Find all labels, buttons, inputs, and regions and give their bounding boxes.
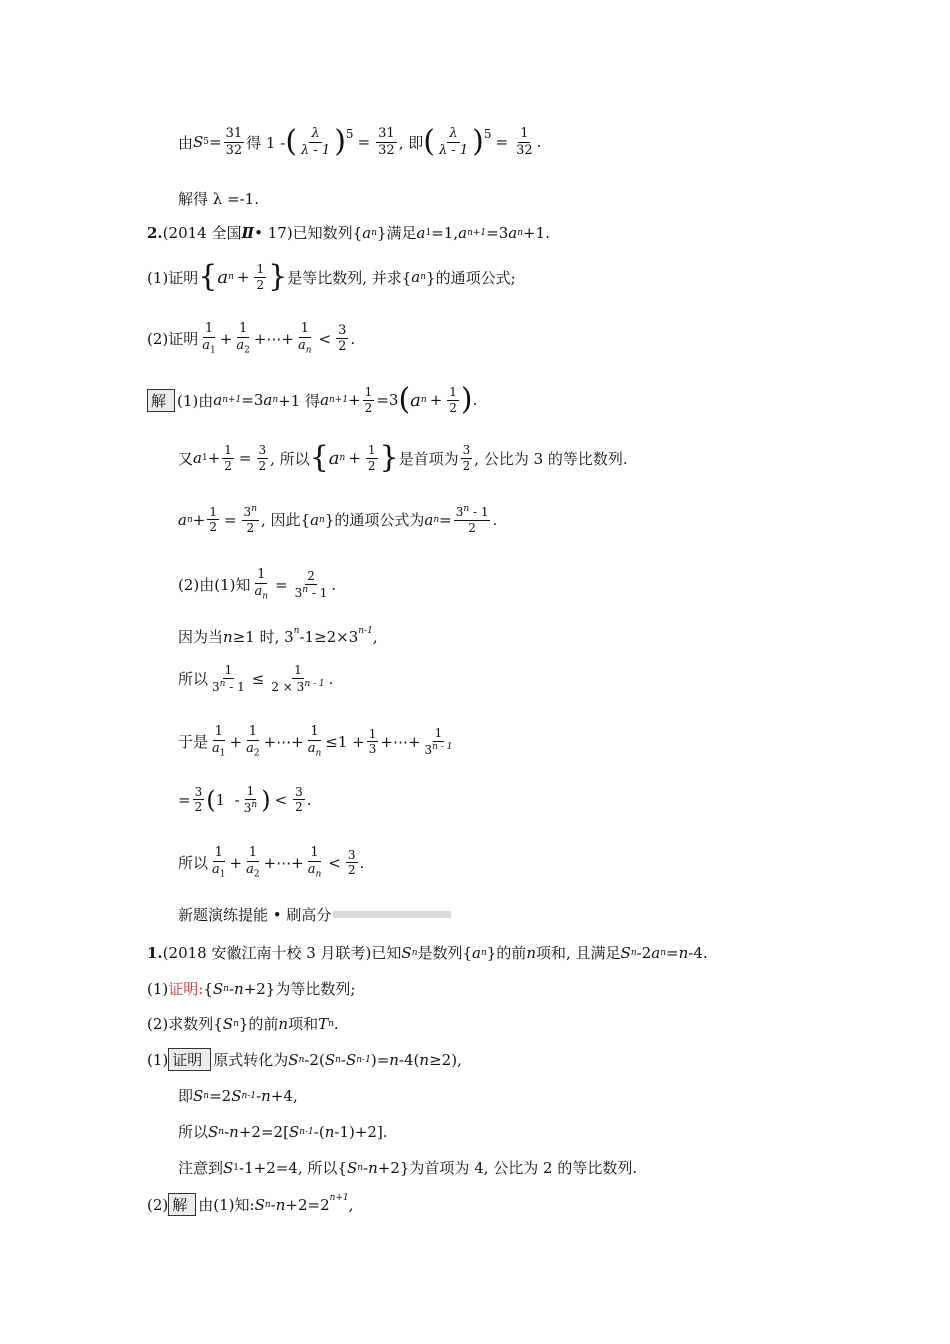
text: + xyxy=(219,329,233,348)
text: )= xyxy=(370,1050,390,1069)
sub: n xyxy=(630,947,637,958)
fraction: $\frac{1}{32}$ xyxy=(516,126,533,158)
fraction: $\frac{3}{2}$ xyxy=(347,847,356,878)
var: n xyxy=(223,627,233,646)
text: (2)证明 xyxy=(147,330,199,349)
fraction: $\frac{3^n}{2}$ xyxy=(243,504,257,535)
fraction: $\frac{1}{2}$ xyxy=(209,504,217,535)
new-solution-step-5 xyxy=(147,1193,354,1216)
solution-label: 解 xyxy=(168,1193,196,1216)
fraction: $\frac{1}{3}$ xyxy=(368,726,377,757)
var: a xyxy=(213,391,223,409)
solution-label: 解 xyxy=(147,389,175,412)
text: }的通项公式; xyxy=(426,268,516,287)
var: T xyxy=(318,1014,329,1033)
text: 解得 λ =-1. xyxy=(178,190,259,208)
text: , xyxy=(372,627,378,646)
text: 由 xyxy=(178,133,194,152)
problem-number: 1. xyxy=(147,943,163,962)
text: + xyxy=(429,391,443,409)
text: - xyxy=(340,1050,346,1069)
text: Ⅱ xyxy=(241,223,255,242)
text: -1)+2]. xyxy=(334,1122,388,1141)
text: +1 得 xyxy=(278,391,321,410)
var: a xyxy=(424,510,434,529)
exponent: n+1 xyxy=(329,1193,349,1203)
sub: n xyxy=(272,395,279,405)
text: , 所以 xyxy=(270,449,310,468)
text: -2( xyxy=(304,1050,325,1069)
text: 项和, 且满足 xyxy=(536,944,621,962)
sub: n xyxy=(660,947,666,958)
var: a xyxy=(328,447,340,469)
fraction: $\frac{1}{a_1}$ xyxy=(212,845,226,880)
var: a xyxy=(320,391,330,409)
sub: n+1 xyxy=(467,227,487,238)
fraction: $\frac{1}{a_2}$ xyxy=(246,724,260,759)
text: +4, xyxy=(270,1086,298,1105)
section-bar xyxy=(333,911,451,918)
text: =3 xyxy=(486,223,509,242)
text: < xyxy=(318,329,332,348)
brace: { xyxy=(198,259,218,294)
text: ≥2), xyxy=(429,1050,462,1069)
text: 是首项为 xyxy=(398,449,459,468)
text: + xyxy=(229,732,243,751)
text: 因为当 xyxy=(178,628,224,646)
text: 注意到 xyxy=(178,1159,224,1177)
text: = xyxy=(495,133,509,152)
text: }的前 xyxy=(486,944,527,962)
text: (1) xyxy=(147,1050,169,1069)
fraction: $\frac{\lambda}{\lambda - 1}$ xyxy=(438,126,469,158)
var: S xyxy=(345,1050,357,1069)
sub: n-1 xyxy=(241,1090,257,1101)
text: -1+2=4, 所以{ xyxy=(239,1159,347,1177)
text: 所以 xyxy=(178,854,209,873)
var: S xyxy=(193,1086,204,1105)
var: n xyxy=(234,979,244,998)
fraction: $\frac{1}{2}$ xyxy=(367,442,376,473)
text: 于是 xyxy=(178,733,209,752)
text: (1) xyxy=(147,979,169,998)
text: . xyxy=(536,133,542,152)
red-label: 证明: xyxy=(168,980,204,998)
fraction: $\frac{1}{2}$ xyxy=(449,384,457,415)
fraction: $\frac{1}{a_1}$ xyxy=(202,321,216,356)
var: a xyxy=(508,223,518,242)
text: }满足 xyxy=(376,224,417,242)
var: n xyxy=(278,1014,289,1033)
fraction: $\frac{1}{a_2}$ xyxy=(236,321,250,356)
sub: n xyxy=(411,947,418,958)
solution-step-3 xyxy=(178,505,497,534)
text: + xyxy=(348,449,361,467)
sub: n xyxy=(335,1054,341,1065)
sub: n xyxy=(186,514,193,525)
text: 又 xyxy=(178,449,194,468)
var: S xyxy=(324,1050,336,1069)
text: +⋯+ xyxy=(253,329,294,348)
text: = xyxy=(666,943,679,962)
text: . xyxy=(359,853,365,872)
text: (2018 安徽江南十校 3 月联考)已知 xyxy=(162,944,402,962)
text: 项和 xyxy=(288,1015,319,1033)
solution-step-9 xyxy=(178,846,364,880)
text: 1 - xyxy=(215,790,240,809)
fraction: $\frac{3}{2}$ xyxy=(295,784,303,815)
solution-step-5 xyxy=(178,626,378,647)
fraction: $\frac{1}{a_2}$ xyxy=(246,845,260,880)
fraction: $\frac{1}{2}$ xyxy=(364,384,373,415)
text: + xyxy=(236,268,250,286)
text: = xyxy=(209,133,222,152)
text: +⋯+ xyxy=(380,732,421,751)
sub: n-1 xyxy=(356,1054,371,1065)
fraction: $\frac{31}{32}$ xyxy=(378,126,395,158)
fraction: $\frac{\lambda}{\lambda - 1}$ xyxy=(301,126,331,158)
fraction: $\frac{1}{2}$ xyxy=(256,261,265,292)
fraction: $\frac{1}{a_n}$ xyxy=(297,321,312,356)
var: n xyxy=(419,1050,430,1069)
paren: ( xyxy=(206,785,216,814)
text: }的通项公式为 xyxy=(324,511,425,530)
text: . xyxy=(333,1014,339,1033)
sub: n xyxy=(420,272,427,282)
new-problem-1-part2 xyxy=(147,1013,339,1034)
brace: } xyxy=(268,259,288,294)
text: 是数列{ xyxy=(417,944,473,962)
paren: ) xyxy=(261,785,271,814)
text: (1)由 xyxy=(177,391,214,410)
text: -4. xyxy=(688,943,708,962)
var: S xyxy=(208,1122,219,1141)
fraction: $\frac{2}{3^n - 1}$ xyxy=(294,569,328,600)
brace: { xyxy=(309,440,329,475)
solution-step-4 xyxy=(178,568,336,602)
sub: n+1 xyxy=(222,395,242,405)
text: +⋯+ xyxy=(263,853,304,872)
text: - xyxy=(270,1195,276,1214)
var: a xyxy=(193,449,202,467)
text: (2014 全国 xyxy=(162,224,242,242)
new-solution-step-4 xyxy=(178,1157,637,1178)
new-solution-step-2 xyxy=(178,1085,298,1106)
fraction: $\frac{3}{2}$ xyxy=(194,784,203,815)
exponent: 5 xyxy=(483,127,492,141)
proof-label: 证明 xyxy=(168,1048,211,1071)
var: n xyxy=(324,1122,335,1141)
paren: ( xyxy=(398,382,411,417)
var: S xyxy=(254,1195,265,1214)
line-lambda-solution xyxy=(178,188,259,209)
var: a xyxy=(411,268,421,286)
var: a xyxy=(416,223,426,242)
text: - xyxy=(228,979,235,998)
paren: ) xyxy=(460,382,473,417)
new-problem-1-part1 xyxy=(147,978,355,999)
text: + xyxy=(229,853,243,872)
fraction: $\frac{1}{a_1}$ xyxy=(212,724,226,759)
text: 原式转化为 xyxy=(213,1051,289,1069)
var: n xyxy=(526,943,536,962)
fraction: $\frac{3}{2}$ xyxy=(258,442,267,473)
text: 得 1 - xyxy=(246,133,286,152)
problem-2-statement xyxy=(147,222,550,243)
sub: n xyxy=(203,1090,210,1101)
var: n xyxy=(261,1086,271,1105)
fraction: $\frac{1}{2}$ xyxy=(224,442,232,473)
section-title: 新题演练提能 • 刷高分 xyxy=(178,906,332,924)
text: = xyxy=(223,510,237,529)
sub: n xyxy=(517,227,524,238)
solution-step-1 xyxy=(147,382,478,417)
new-solution-step-3 xyxy=(178,1121,388,1142)
sub: 1 xyxy=(233,1162,240,1173)
text: =1, xyxy=(431,223,459,242)
fraction: $\frac{1}{a_n}$ xyxy=(254,567,269,602)
text: +2=2[ xyxy=(238,1122,289,1141)
exponent: n xyxy=(293,626,300,636)
var: S xyxy=(193,133,204,152)
new-problem-1 xyxy=(147,942,708,963)
var: S xyxy=(288,1122,300,1141)
paren: ( xyxy=(423,124,435,160)
var: a xyxy=(217,266,229,288)
solution-step-6 xyxy=(178,664,333,693)
sub: n xyxy=(319,514,325,525)
text: (2)由(1)知 xyxy=(178,576,251,595)
text: < xyxy=(328,853,341,872)
text: - xyxy=(224,1122,230,1141)
var: S xyxy=(223,1158,234,1177)
var: S xyxy=(288,1050,299,1069)
text: . xyxy=(350,329,356,348)
fraction: $\frac{1}{3^{n - 1}}$ xyxy=(424,726,453,757)
fraction: $\frac{3^n - 1}{2}$ xyxy=(455,504,489,535)
text: + xyxy=(348,391,361,409)
text: + xyxy=(192,510,206,529)
text: ≤ xyxy=(251,669,265,688)
text: =2 xyxy=(209,1086,232,1105)
text: }的前 xyxy=(238,1015,279,1033)
sub: n xyxy=(328,1018,334,1029)
text: =3 xyxy=(241,391,264,409)
fraction: $\frac{1}{2 \times 3^{n - 1}}$ xyxy=(271,663,325,694)
fraction: $\frac{1}{a_n}$ xyxy=(307,724,322,759)
sub: n xyxy=(480,947,487,958)
var: n xyxy=(275,1195,286,1214)
text: = xyxy=(238,449,252,467)
text: = xyxy=(357,133,371,152)
fraction: $\frac{1}{3^n - 1}$ xyxy=(212,663,245,694)
text: • 17)已知数列{ xyxy=(254,224,363,242)
text: < xyxy=(274,790,288,809)
text: + xyxy=(207,449,221,467)
var: S xyxy=(401,943,412,962)
var: a xyxy=(472,943,481,962)
sub: n xyxy=(233,1018,239,1029)
paren: ) xyxy=(472,124,484,160)
sub: 5 xyxy=(203,137,210,148)
paren: ( xyxy=(285,124,298,160)
text: -4( xyxy=(398,1050,420,1069)
var: S xyxy=(231,1086,242,1105)
text: -2 xyxy=(636,943,652,962)
var: a xyxy=(178,510,187,529)
text: +2}为等比数列; xyxy=(243,980,356,998)
section-heading xyxy=(178,904,451,925)
sub: n xyxy=(218,1126,225,1137)
text: +2=2 xyxy=(285,1195,330,1214)
sub: n xyxy=(223,983,229,994)
exponent: 5 xyxy=(345,127,354,141)
sub: 1 xyxy=(201,453,208,463)
text: = xyxy=(439,510,452,529)
var: S xyxy=(222,1014,234,1033)
problem-2-part1 xyxy=(147,259,516,294)
new-solution-step-1 xyxy=(147,1048,462,1071)
fraction: $\frac{3}{2}$ xyxy=(338,322,347,355)
sub: 1 xyxy=(425,227,432,238)
text: 是等比数列, 并求{ xyxy=(287,268,412,287)
var: n xyxy=(229,1122,239,1141)
text: , 公比为 3 的等比数列. xyxy=(474,449,628,468)
paren: ) xyxy=(334,124,346,160)
var: a xyxy=(263,391,273,409)
var: S xyxy=(620,943,631,962)
text: . xyxy=(472,391,478,409)
text: 即 xyxy=(178,1087,194,1105)
text: - xyxy=(256,1086,262,1105)
var: a xyxy=(410,389,421,411)
sub: n xyxy=(357,1162,364,1173)
var: a xyxy=(458,223,468,242)
var: S xyxy=(212,979,224,998)
text: . xyxy=(328,669,334,688)
sub: n+1 xyxy=(329,395,349,405)
brace: } xyxy=(379,440,399,475)
text: ≥1 时, 3 xyxy=(232,628,294,646)
text: . xyxy=(492,510,498,529)
text: (1)证明 xyxy=(147,268,199,287)
text: . xyxy=(331,575,337,594)
solution-step-8 xyxy=(178,785,312,814)
text: (2)求数列{ xyxy=(147,1015,223,1033)
sub: n xyxy=(298,1054,305,1065)
sub: n xyxy=(433,514,440,525)
sub: n xyxy=(264,1199,271,1210)
text: = xyxy=(275,575,288,594)
var: n xyxy=(368,1158,378,1177)
var: a xyxy=(651,943,661,962)
problem-number: 2. xyxy=(147,223,163,242)
var: n xyxy=(678,943,689,962)
fraction: $\frac{3}{2}$ xyxy=(462,442,471,473)
exponent: n-1 xyxy=(358,626,373,636)
sub: n xyxy=(339,453,346,463)
fraction: $\frac{1}{3^n}$ xyxy=(243,784,258,815)
text: { xyxy=(203,979,213,998)
text: =3 xyxy=(376,391,399,409)
var: n xyxy=(389,1050,399,1069)
fraction: $\frac{31}{32}$ xyxy=(225,126,243,158)
text: 所以 xyxy=(178,1123,209,1141)
problem-2-part2 xyxy=(147,322,355,356)
sub: n xyxy=(371,227,377,238)
sub: n-1 xyxy=(299,1126,314,1137)
text: , 即 xyxy=(398,133,424,152)
var: a xyxy=(310,510,320,529)
var: S xyxy=(346,1158,358,1177)
text: 所以 xyxy=(178,670,209,689)
text: , 因此{ xyxy=(260,511,311,530)
text: +2}为首项为 4, 公比为 2 的等比数列. xyxy=(377,1159,638,1177)
line-sum-equation xyxy=(178,124,542,160)
text: , xyxy=(348,1195,354,1214)
solution-step-7 xyxy=(178,725,456,759)
var: a xyxy=(362,223,372,242)
solution-step-2 xyxy=(178,440,628,475)
text: = xyxy=(178,790,191,809)
text: . xyxy=(306,790,312,809)
text: - xyxy=(363,1158,369,1177)
text: +⋯+ xyxy=(263,732,304,751)
text: (2) xyxy=(147,1195,169,1214)
text: -1≥2×3 xyxy=(299,627,359,646)
sub: n xyxy=(420,395,427,405)
text: ≤1 + xyxy=(325,732,365,751)
sub: n xyxy=(228,272,234,282)
text: 由(1)知: xyxy=(198,1196,255,1214)
fraction: $\frac{1}{a_n}$ xyxy=(307,845,322,880)
text: -( xyxy=(313,1122,325,1141)
text: +1. xyxy=(523,223,550,242)
